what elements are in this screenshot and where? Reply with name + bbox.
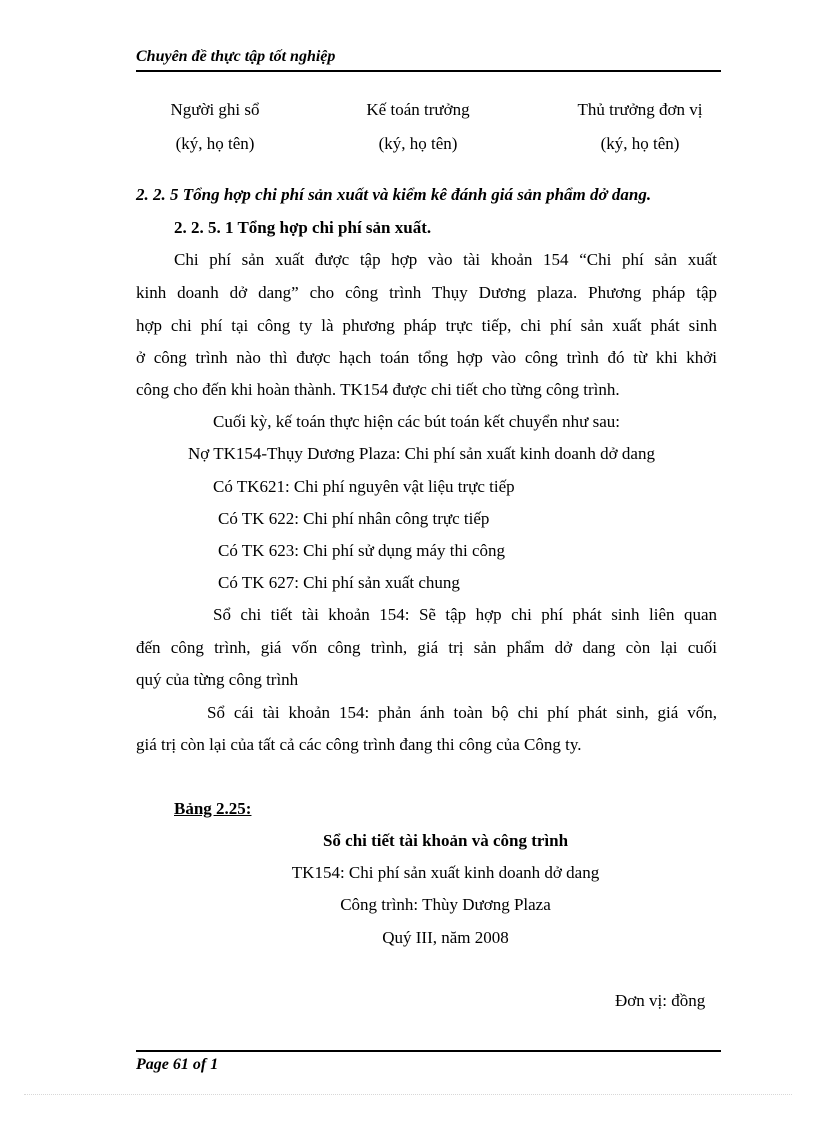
signature-unit-head [540, 93, 740, 161]
page-header-title: Chuyên đề thực tập tốt nghiệp [136, 48, 336, 65]
entries-intro: Cuối kỳ, kế toán thực hiện các bút toán kết chuyển như sau: [213, 412, 620, 431]
table-project: Công trình: Thùy Dương Plaza [340, 895, 551, 914]
entry-credit: Có TK621: Chi phí nguyên vật liệu trực tiếp [213, 477, 515, 496]
entry-credit: Có TK 627: Chi phí sản xuất chung [218, 573, 460, 592]
page-footer: Page 61 of 1 [136, 1056, 219, 1073]
entry-credit: Có TK 622: Chi phí nhân công trực tiếp [218, 509, 490, 528]
subsection-heading: 2. 2. 5. 1 Tổng hợp chi phí sản xuất. [174, 218, 432, 237]
signature-recorder [115, 93, 315, 161]
paragraph-line: Chi phí sản xuất được tập hợp vào tài khoản 154 “Chi phí sản xuất [174, 250, 717, 269]
section-heading: 2. 2. 5 Tổng hợp chi phí sản xuất và kiểm kê đánh giá sản phẩm dở dang. [136, 185, 652, 204]
paragraph-line: Sổ cái tài khoản 154: phản ánh toàn bộ chi phí phát sinh, giá vốn, [207, 703, 717, 722]
signature-note: (ký, họ tên) [600, 134, 680, 153]
entry-debit: Nợ TK154-Thụy Dương Plaza: Chi phí sản xuất kinh doanh dở dang [188, 444, 655, 463]
table-account: TK154: Chi phí sản xuất kinh doanh dở dang [291, 863, 600, 882]
page-bottom-divider [24, 1094, 792, 1095]
paragraph-line: giá trị còn lại của tất cả các công trình đang thi công của Công ty. [136, 735, 582, 754]
signature-note: (ký, họ tên) [175, 134, 255, 153]
paragraph-line: Sổ chi tiết tài khoản 154: Sẽ tập hợp chi phí phát sinh liên quan [213, 605, 717, 624]
entry-credit: Có TK 623: Chi phí sử dụng máy thi công [218, 541, 506, 560]
signature-role: Thủ trưởng đơn vị [577, 100, 703, 119]
paragraph-line: hợp chi phí tại công ty là phương pháp trực tiếp, chi phí sản xuất phát sinh [136, 316, 717, 335]
signature-note: (ký, họ tên) [378, 134, 458, 153]
signature-role: Kế toán trưởng [366, 100, 470, 119]
header-rule [136, 70, 721, 72]
table-title: Sổ chi tiết tài khoản và công trình [322, 831, 569, 850]
table-period: Quý III, năm 2008 [382, 928, 509, 947]
paragraph-line: đến công trình, giá vốn công trình, giá trị sản phẩm dở dang còn lại cuối [136, 638, 717, 657]
table-unit: Đơn vị: đồng [615, 991, 706, 1010]
footer-rule [136, 1050, 721, 1052]
paragraph-line: công cho đến khi hoàn thành. TK154 được chi tiết cho từng công trình. [136, 380, 620, 399]
paragraph-line: kinh doanh dở dang” cho công trình Thụy Dương plaza. Phương pháp tập [136, 283, 717, 302]
paragraph-line: quý của từng công trình [136, 670, 299, 689]
signature-chief-accountant [318, 93, 518, 161]
table-label: Bảng 2.25: [174, 799, 252, 818]
signature-role: Người ghi sổ [170, 100, 260, 119]
paragraph-line: ở công trình nào thì được hạch toán tổng hợp vào công trình đó từ khi khởi [136, 348, 717, 367]
